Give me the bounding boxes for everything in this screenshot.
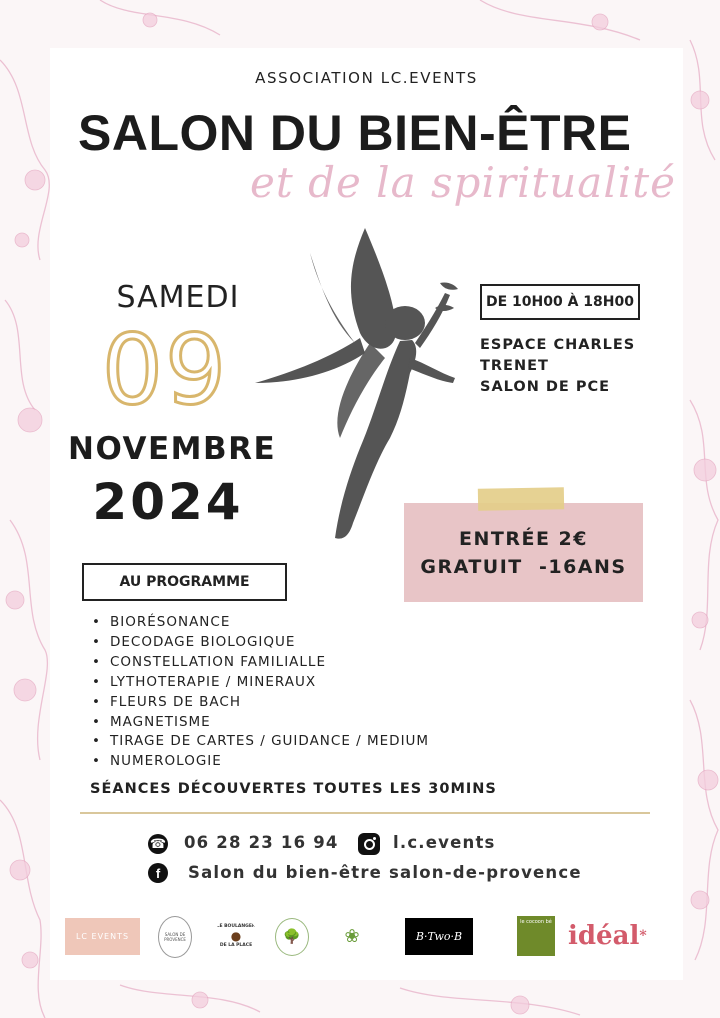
programme-item: • DECODAGE BIOLOGIQUE <box>92 633 429 653</box>
sponsor-logo-salon-provence: SALON DE PROVENCE <box>158 916 192 958</box>
divider <box>80 812 650 814</box>
association-name: ASSOCIATION LC.EVENTS <box>255 69 478 87</box>
sponsor-logo-sante: ❀ <box>344 925 360 947</box>
venue-address <box>480 335 635 398</box>
sponsor-logo-ideal <box>568 916 647 956</box>
programme-item: • BIORÉSONANCE <box>92 613 429 633</box>
phone-number[interactable]: 06 28 23 16 94 <box>184 833 339 852</box>
instagram-icon <box>358 833 380 855</box>
venue-line-3: SALON DE PCE <box>480 379 611 395</box>
venue-line-1: ESPACE CHARLES <box>480 337 636 353</box>
price-panel <box>404 503 643 602</box>
event-year: 2024 <box>92 473 244 531</box>
poster-card <box>50 48 683 980</box>
event-title: SALON DU BIEN-ÊTRE <box>78 105 632 161</box>
sponsor-logo-lc-events: LC EVENTS <box>65 918 140 955</box>
sponsor-logo-cocoon: le cocoon bé <box>517 916 555 956</box>
programme-item: • MAGNETISME <box>92 713 429 733</box>
event-weekday: SAMEDI <box>116 280 240 315</box>
instagram-handle[interactable]: l.c.events <box>393 833 496 852</box>
facebook-icon: f <box>148 863 168 883</box>
tape-decoration <box>478 487 564 510</box>
programme-heading: AU PROGRAMME <box>82 563 287 601</box>
ideal-star: * <box>639 928 647 944</box>
programme-item: • LYTHOTERAPIE / MINERAUX <box>92 673 429 693</box>
price-entry: ENTRÉE 2€ <box>459 528 588 550</box>
sponsor-logo-boulanger: LE BOULANGER ● DE LA PLACE <box>216 924 256 948</box>
boulanger-bottom: DE LA PLACE <box>219 943 253 948</box>
programme-item: • TIRAGE DE CARTES / GUIDANCE / MEDIUM <box>92 732 429 752</box>
phone-icon: ☎ <box>148 834 168 854</box>
facebook-page[interactable]: Salon du bien-être salon-de-provence <box>188 863 582 882</box>
event-month: NOVEMBRE <box>68 431 277 467</box>
programme-list <box>92 613 429 772</box>
programme-item: • FLEURS DE BACH <box>92 693 429 713</box>
programme-item: • CONSTELLATION FAMILIALLE <box>92 653 429 673</box>
price-free: GRATUIT -16ANS <box>420 556 627 578</box>
event-day: 09 <box>101 314 229 426</box>
sessions-note: SÉANCES DÉCOUVERTES TOUTES LES 30MINS <box>90 781 497 797</box>
opening-hours: DE 10H00 À 18H00 <box>480 284 640 320</box>
ideal-word: idéal <box>568 921 640 951</box>
event-subtitle: et de la spiritualité <box>250 158 676 207</box>
sponsor-logo-tree: 🌳 <box>275 918 309 956</box>
boulanger-top: LE BOULANGER <box>216 924 256 929</box>
venue-line-2: TRENET <box>480 358 549 374</box>
programme-item: • NUMEROLOGIE <box>92 752 429 772</box>
sponsor-logo-btwob: B·Two·B <box>405 918 473 955</box>
